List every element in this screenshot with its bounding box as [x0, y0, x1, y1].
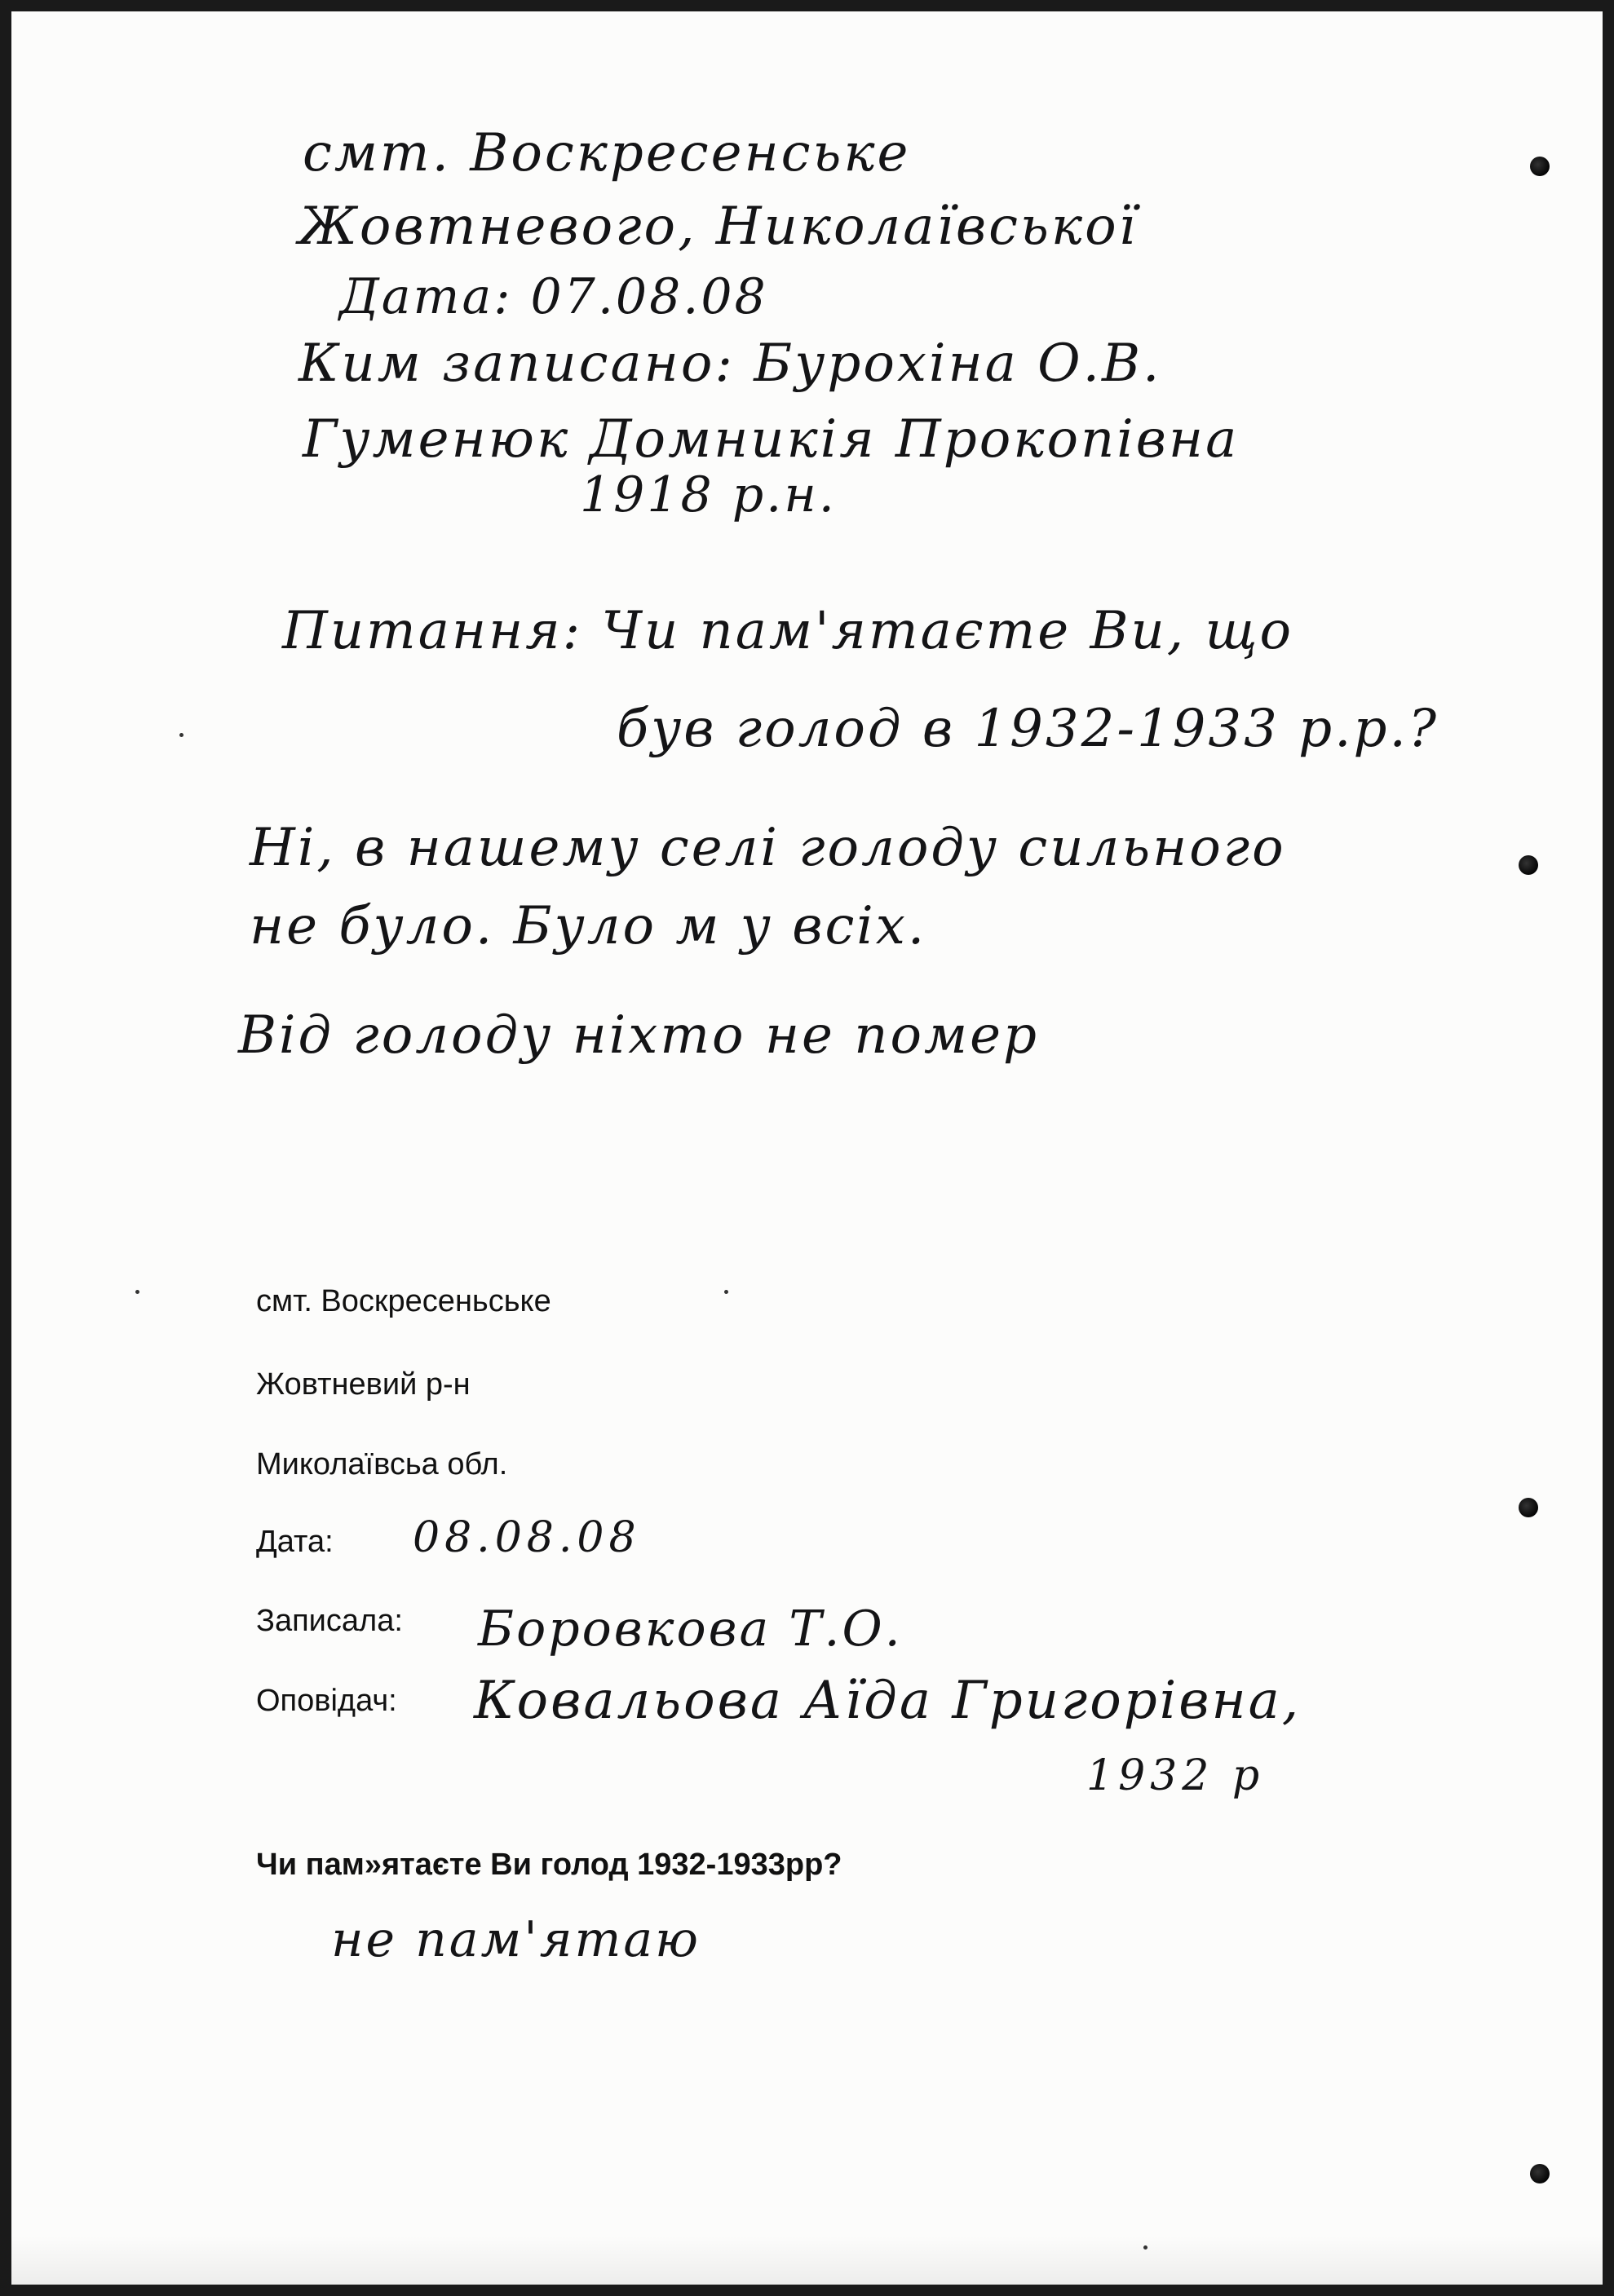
ink-speck [1143, 2245, 1147, 2250]
ink-speck [179, 733, 184, 737]
form-region: Миколаївсьа обл. [256, 1447, 508, 1481]
handwritten-question-line-2: був голод в 1932-1933 р.р.? [617, 699, 1439, 759]
form-answer: не пам'ятаю [331, 1911, 701, 1968]
form-recorder-value: Боровкова Т.О. [478, 1601, 903, 1658]
handwritten-recorded-by: Ким записано: Бурохіна О.В. [298, 333, 1162, 394]
form-narrator-birth-year: 1932 р [1086, 1751, 1265, 1800]
form-district: Жовтневий р-н [256, 1367, 471, 1402]
form-settlement: смт. Воскресеньське [256, 1284, 551, 1318]
form-date-label: Дата: [256, 1525, 334, 1559]
punch-hole-lower-middle [1519, 1498, 1538, 1517]
handwritten-district-region: Жовтневого, Николаївської [298, 196, 1139, 257]
form-recorder-label: Записала: [256, 1604, 403, 1638]
handwritten-birth-year: 1918 р.н. [580, 466, 837, 523]
punch-hole-upper-middle [1519, 855, 1538, 875]
punch-hole-bottom [1530, 2164, 1550, 2183]
ink-speck [135, 1290, 139, 1294]
handwritten-date: Дата: 07.08.08 [339, 268, 768, 325]
handwritten-answer-line-2: не було. Було м у всіх. [250, 896, 927, 956]
form-question: Чи пам»ятаєте Ви голод 1932-1933рр? [256, 1848, 842, 1882]
punch-hole-top [1530, 157, 1550, 176]
form-narrator-label: Оповідач: [256, 1684, 397, 1718]
form-date-value: 08.08.08 [413, 1513, 641, 1562]
form-narrator-value: Ковальова Аїда Григорівна, [474, 1671, 1302, 1731]
document-page [11, 11, 1603, 2285]
handwritten-narrator: Гуменюк Домникія Прокопівна [303, 409, 1240, 470]
handwritten-answer-line-1: Ні, в нашему селі голоду сильного [250, 818, 1286, 878]
ink-speck [724, 1290, 728, 1294]
handwritten-answer-line-3: Від голоду ніхто не помер [238, 1005, 1039, 1066]
handwritten-question-line-1: Питання: Чи пам'ятаєте Ви, що [282, 601, 1294, 661]
handwritten-settlement: смт. Воскресенське [303, 123, 911, 183]
